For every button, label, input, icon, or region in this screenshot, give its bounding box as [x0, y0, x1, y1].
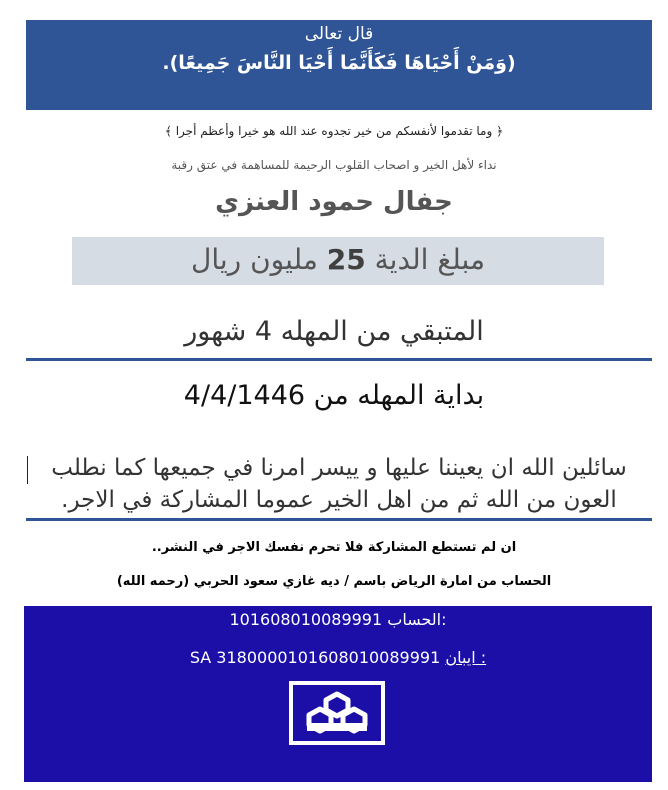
iban-number: SA 3180000101608010089991 — [189, 648, 441, 667]
top-banner — [26, 20, 652, 110]
remaining-time: المتبقي من المهله 4 شهور — [184, 316, 484, 347]
account-number: 101608010089991 — [229, 610, 383, 629]
account-line — [24, 610, 652, 629]
banner-verse: (وَمَنْ أَحْيَاهَا فَكَأَنَّمَا أَحْيَا النَّاسَ جَمِيعًا). — [162, 52, 516, 74]
amount-value: 25 — [326, 243, 366, 276]
amount-suffix: مليون ريال — [191, 243, 318, 276]
bank-logo-background — [293, 685, 381, 741]
account-note: الحساب من امارة الرياض باسم / ديه غازي سعود الحربي (رحمه الله) — [116, 574, 552, 589]
amount-box — [72, 237, 604, 285]
amount-prefix: مبلغ الدية — [374, 243, 485, 276]
call-text: نداء لأهل الخير و اصحاب القلوب الرحيمة للمساهمة في عتق رقبة — [171, 158, 497, 172]
verse-line: ﴿ وما تقدموا لأنفسكم من خير تجدوه عند الله هو خيرا وأعظم أجرا ﴾ — [164, 124, 504, 138]
start-date: بداية المهله من 4/4/1446 — [183, 380, 485, 411]
account-label: الحساب: — [387, 610, 447, 629]
person-name: جفال حمود العنزي — [215, 187, 453, 217]
bank-box — [24, 606, 652, 782]
bank-logo-icon — [289, 681, 385, 745]
iban-line — [24, 648, 652, 667]
prayer-text: سائلين الله ان يعيننا عليها و ييسر امرنا في جميعها كما نطلب العون من الله ثم من اهل الخير عموما المشاركة في الاجر. — [51, 455, 627, 513]
amount-text — [72, 243, 604, 276]
divider-top — [26, 358, 652, 361]
bank-logo-shape — [293, 685, 381, 741]
share-text: ان لم تستطع المشاركة فلا تحرم نفسك الاجر في النشر.. — [151, 540, 517, 555]
banner-intro: قال تعالى — [304, 24, 374, 44]
divider-bottom — [26, 518, 652, 521]
iban-label: ايبان : — [445, 648, 487, 667]
